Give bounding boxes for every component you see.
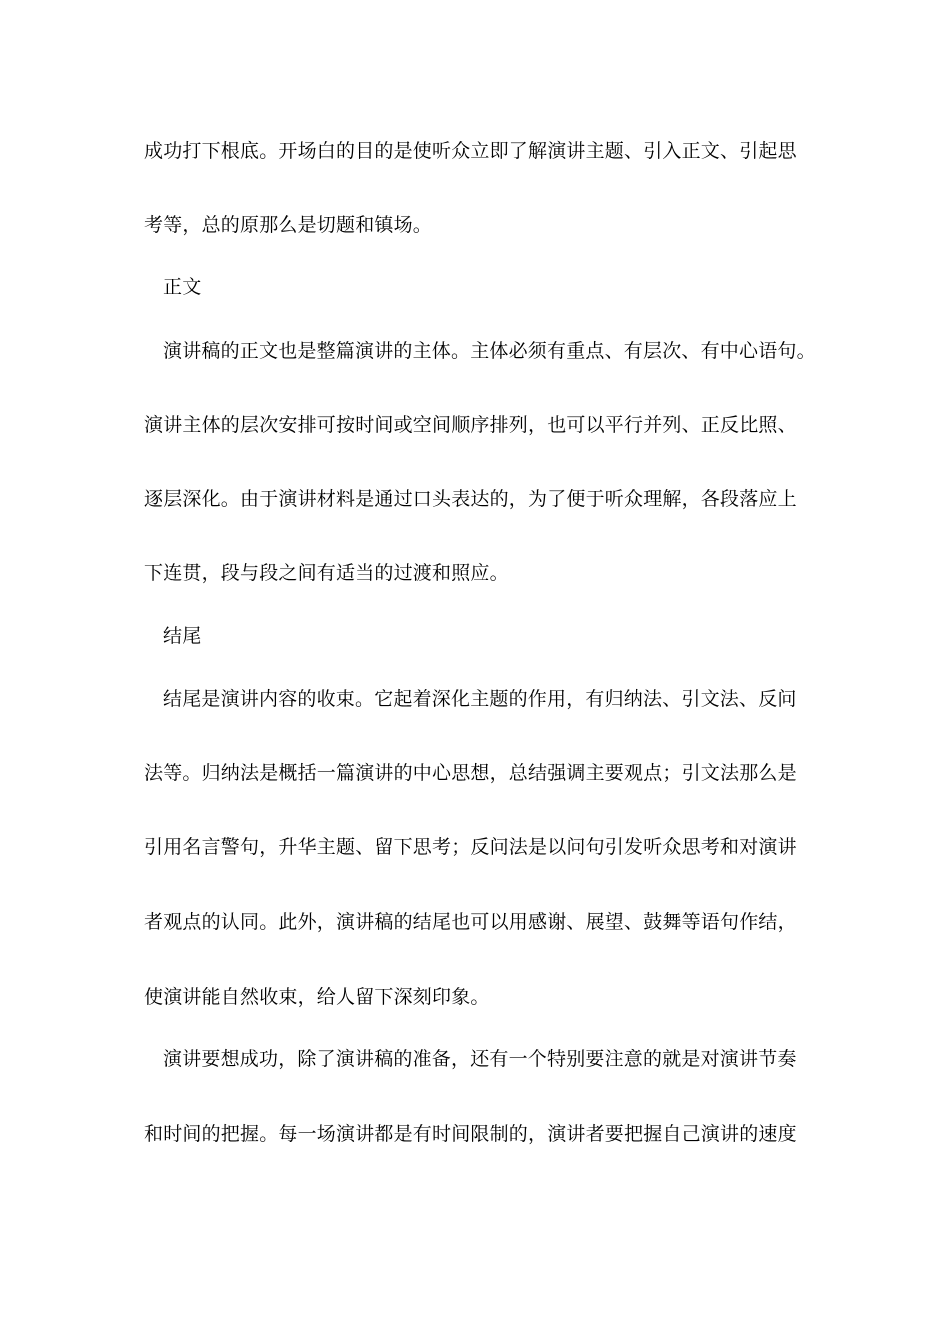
paragraph-line: 结尾是演讲内容的收束。它起着深化主题的作用，有归纳法、引文法、反问 xyxy=(163,688,797,710)
paragraph-line: 和时间的把握。每一场演讲都是有时间限制的，演讲者要把握自己演讲的速度 xyxy=(144,1123,797,1145)
paragraph-line: 成功打下根底。开场白的目的是使听众立即了解演讲主题、引入正文、引起思 xyxy=(144,140,797,162)
paragraph-line: 者观点的认同。此外，演讲稿的结尾也可以用感谢、展望、鼓舞等语句作结， xyxy=(144,911,797,933)
paragraph-line: 演讲主体的层次安排可按时间或空间顺序排列，也可以平行并列、正反比照、 xyxy=(144,414,797,436)
paragraph-line: 使演讲能自然收束，给人留下深刻印象。 xyxy=(144,986,490,1008)
paragraph-line: 法等。归纳法是概括一篇演讲的中心思想，总结强调主要观点；引文法那么是 xyxy=(144,762,797,784)
paragraph-line: 演讲稿的正文也是整篇演讲的主体。主体必须有重点、有层次、有中心语句。 xyxy=(163,340,816,362)
paragraph-line: 引用名言警句，升华主题、留下思考；反问法是以问句引发听众思考和对演讲 xyxy=(144,836,797,858)
section-heading-ending: 结尾 xyxy=(163,625,202,647)
paragraph-line: 下连贯，段与段之间有适当的过渡和照应。 xyxy=(144,562,509,584)
section-heading-main-body: 正文 xyxy=(163,276,202,298)
paragraph-line: 逐层深化。由于演讲材料是通过口头表达的，为了便于听众理解，各段落应上 xyxy=(144,488,797,510)
paragraph-line: 考等，总的原那么是切题和镇场。 xyxy=(144,214,433,236)
paragraph-line: 演讲要想成功，除了演讲稿的准备，还有一个特别要注意的就是对演讲节奏 xyxy=(163,1048,797,1070)
